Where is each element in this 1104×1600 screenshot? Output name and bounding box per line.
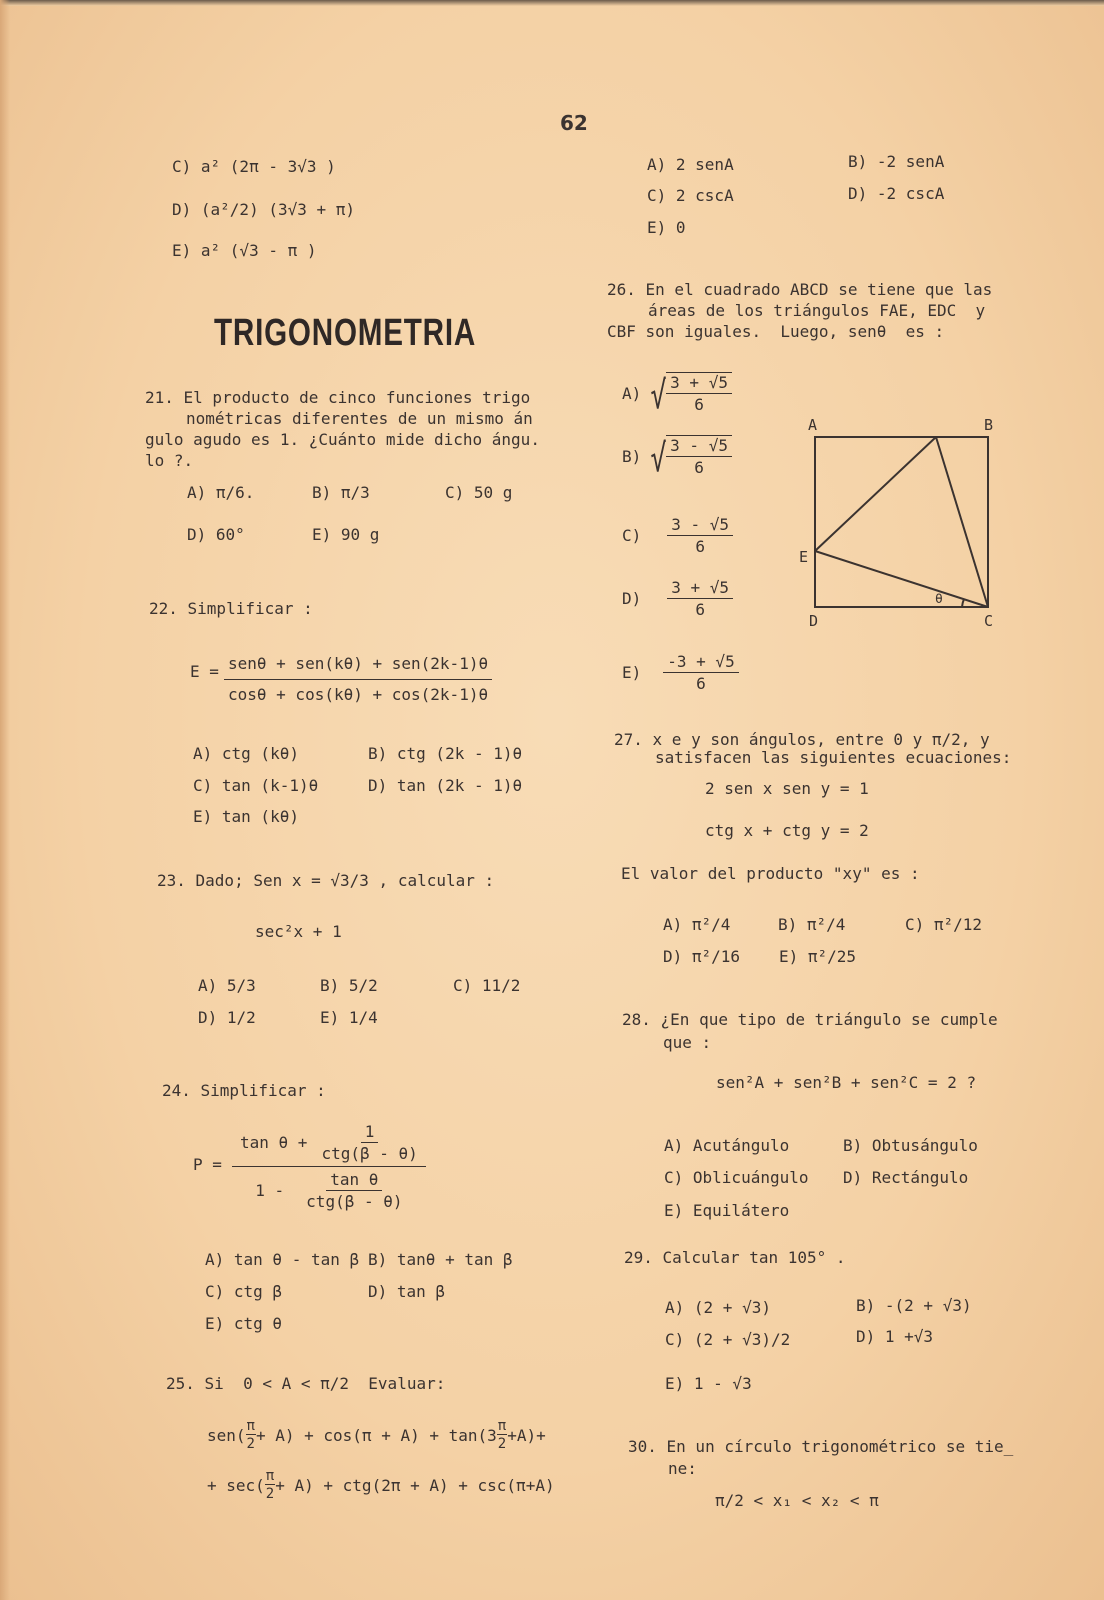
- option-label: E): [622, 663, 642, 682]
- q23-option-c: C) 11/2: [453, 976, 521, 995]
- segment-ef: [815, 437, 936, 551]
- q28-option-c: C) Oblicuángulo: [664, 1168, 809, 1187]
- segment-ec: [815, 551, 988, 607]
- q21-line: 21. El producto de cinco funciones trigo: [145, 388, 531, 407]
- q28-equation: sen²A + sen²B + sen²C = 2 ?: [716, 1073, 977, 1092]
- option-numerator: 3 - √5: [667, 515, 733, 536]
- expr-frac-n: π: [497, 1418, 507, 1434]
- square-diagram: [790, 410, 1010, 640]
- label-b: B: [984, 416, 994, 434]
- option-label: C): [622, 526, 642, 545]
- expr-frac-n: π: [265, 1468, 275, 1484]
- q23-option-e: E) 1/4: [320, 1008, 378, 1027]
- q24-option-c: C) ctg β: [205, 1282, 283, 1301]
- q25-prompt: 25. Si 0 < A < π/2 Evaluar:: [166, 1374, 446, 1393]
- q24-den-frac-d: ctg(β - θ): [306, 1192, 403, 1211]
- q29-option-b: B) -(2 + √3): [856, 1296, 972, 1315]
- option-label: B): [622, 446, 642, 466]
- option-numerator: -3 + √5: [663, 652, 738, 673]
- q24-num-term: tan θ +: [240, 1133, 308, 1152]
- q27-option-d: D) π²/16: [663, 947, 741, 966]
- q26-option-a: [622, 372, 732, 417]
- q29-option-a: A) (2 + √3): [665, 1298, 771, 1317]
- label-theta: θ: [935, 592, 943, 607]
- q24-option-a: A) tan θ - tan β: [205, 1250, 360, 1269]
- q22-option-c: C) tan (k-1)θ: [193, 776, 319, 795]
- q26-option-d: [622, 578, 733, 619]
- q26-option-c: [622, 515, 733, 556]
- q22-option-b: B) ctg (2k - 1)θ: [368, 744, 523, 763]
- label-a: A: [808, 416, 818, 434]
- option-numerator: 3 + √5: [666, 373, 732, 394]
- q27-option-b: B) π²/4: [778, 915, 846, 934]
- page-number: 62: [560, 111, 588, 135]
- q27-line: satisfacen las siguientes ecuaciones:: [655, 748, 1012, 767]
- q22-denominator: cosθ + cos(kθ) + cos(2k-1)θ: [228, 685, 489, 704]
- page-edge-left: [0, 0, 10, 1600]
- q21-line: gulo agudo es 1. ¿Cuánto mide dicho ángu.: [145, 430, 540, 449]
- q29-prompt: 29. Calcular tan 105° .: [624, 1248, 846, 1267]
- q23-prompt: 23. Dado; Sen x = √3/3 , calcular :: [157, 871, 495, 890]
- sqrt-icon: √: [650, 436, 667, 480]
- option-numerator: 3 - √5: [666, 436, 732, 457]
- option-denominator: 6: [694, 458, 704, 477]
- q28-line: 28. ¿En que tipo de triángulo se cumple: [622, 1010, 998, 1029]
- q22-fraction: [224, 650, 492, 709]
- q25-option-c: C) 2 cscA: [647, 186, 734, 205]
- prev-option-d: D) (a²/2) (3√3 + π): [172, 200, 356, 219]
- q28-option-b: B) Obtusángulo: [843, 1136, 978, 1155]
- q27-option-e: E) π²/25: [779, 947, 857, 966]
- q24-lhs: P =: [193, 1155, 222, 1174]
- option-numerator: 3 + √5: [667, 578, 733, 599]
- expr-frac-d: 2: [246, 1436, 255, 1452]
- q25-option-a: A) 2 senA: [647, 155, 734, 174]
- q24-num-frac-n: 1: [361, 1122, 379, 1143]
- q27-eq1: 2 sen x sen y = 1: [705, 779, 869, 798]
- q23-expression: sec²x + 1: [255, 922, 342, 941]
- q27-question: El valor del producto "xy" es :: [621, 864, 920, 883]
- sqrt-icon: √: [650, 373, 667, 417]
- q29-option-e: E) 1 - √3: [665, 1374, 752, 1393]
- q25-option-b: B) -2 senA: [848, 152, 945, 171]
- angle-arc: [962, 599, 964, 607]
- q24-num-frac-d: ctg(β - θ): [321, 1144, 418, 1163]
- q27-eq2: ctg x + ctg y = 2: [705, 821, 869, 840]
- q21-option-e: E) 90 g: [312, 525, 380, 544]
- q30-line: ne:: [668, 1459, 697, 1478]
- q23-option-d: D) 1/2: [198, 1008, 256, 1027]
- q27-option-c: C) π²/12: [905, 915, 983, 934]
- expr-frac-d: 2: [265, 1486, 275, 1502]
- q23-option-a: A) 5/3: [198, 976, 256, 995]
- expr-part: + A) + cos(π + A) + tan(3: [255, 1425, 497, 1445]
- option-denominator: 6: [696, 674, 706, 693]
- q22-option-e: E) tan (kθ): [193, 807, 299, 826]
- q21-option-a: A) π/6.: [187, 483, 255, 502]
- q24-option-d: D) tan β: [368, 1282, 446, 1301]
- q28-option-e: E) Equilátero: [664, 1201, 790, 1220]
- q29-option-d: D) 1 +√3: [856, 1327, 934, 1346]
- q28-option-a: A) Acutángulo: [664, 1136, 790, 1155]
- q22-option-d: D) tan (2k - 1)θ: [368, 776, 523, 795]
- q21-option-d: D) 60°: [187, 525, 245, 544]
- label-c: C: [984, 612, 994, 630]
- q27-option-a: A) π²/4: [663, 915, 731, 934]
- q21-option-c: C) 50 g: [445, 483, 513, 502]
- q22-option-a: A) ctg (kθ): [193, 744, 299, 763]
- expr-part: + sec(: [207, 1475, 265, 1495]
- page-edge-top: [0, 0, 1104, 6]
- q25-expression-line1: [207, 1418, 546, 1452]
- q23-option-b: B) 5/2: [320, 976, 378, 995]
- q24-option-b: B) tanθ + tan β: [368, 1250, 513, 1269]
- q24-option-e: E) ctg θ: [205, 1314, 283, 1333]
- expr-frac-n: π: [246, 1418, 255, 1434]
- expr-part: + A) + ctg(2π + A) + csc(π+A): [275, 1475, 555, 1495]
- q30-inequality: π/2 < x₁ < x₂ < π: [715, 1491, 879, 1510]
- option-label: D): [622, 589, 642, 608]
- q25-option-d: D) -2 cscA: [848, 184, 945, 203]
- segment-fc: [936, 437, 988, 607]
- q29-option-c: C) (2 + √3)/2: [665, 1330, 791, 1349]
- q24-prompt: 24. Simplificar :: [162, 1081, 326, 1100]
- q22-lhs: E =: [190, 662, 219, 681]
- q21-option-b: B) π/3: [312, 483, 370, 502]
- q22-prompt: 22. Simplificar :: [149, 599, 313, 618]
- label-e: E: [799, 548, 809, 566]
- q26-option-e: [622, 652, 739, 693]
- q24-den-term: 1 -: [255, 1181, 285, 1200]
- expr-frac-d: 2: [497, 1436, 507, 1452]
- q27-line: 27. x e y son ángulos, entre 0 y π/2, y: [614, 730, 990, 749]
- q24-fraction: [232, 1122, 426, 1211]
- prev-option-e: E) a² (√3 - π ): [172, 241, 317, 260]
- option-denominator: 6: [695, 600, 705, 619]
- q26-line: 26. En el cuadrado ABCD se tiene que las: [607, 280, 993, 299]
- q21-line: nométricas diferentes de un mismo án: [186, 409, 533, 428]
- q30-line: 30. En un círculo trigonométrico se tie_: [628, 1437, 1014, 1456]
- q25-option-e: E) 0: [647, 218, 686, 237]
- q25-expression-line2: [207, 1468, 555, 1502]
- q24-den-frac-n: tan θ: [326, 1170, 382, 1191]
- option-denominator: 6: [695, 537, 705, 556]
- q28-option-d: D) Rectángulo: [843, 1168, 969, 1187]
- q26-line: áreas de los triángulos FAE, EDC y: [648, 301, 986, 320]
- expr-part: sen(: [207, 1425, 246, 1445]
- q22-numerator: senθ + sen(kθ) + sen(2k-1)θ: [224, 650, 492, 680]
- label-d: D: [809, 612, 819, 630]
- option-denominator: 6: [694, 395, 704, 414]
- q28-line: que :: [663, 1033, 712, 1052]
- q21-line: lo ?.: [145, 451, 194, 470]
- expr-part: +A)+: [507, 1425, 546, 1445]
- section-title: TRIGONOMETRIA: [214, 312, 477, 354]
- option-label: A): [622, 383, 642, 403]
- prev-option-c: C) a² (2π - 3√3 ): [172, 157, 336, 176]
- q26-option-b: [622, 435, 732, 480]
- q26-line: CBF son iguales. Luego, senθ es :: [607, 322, 945, 341]
